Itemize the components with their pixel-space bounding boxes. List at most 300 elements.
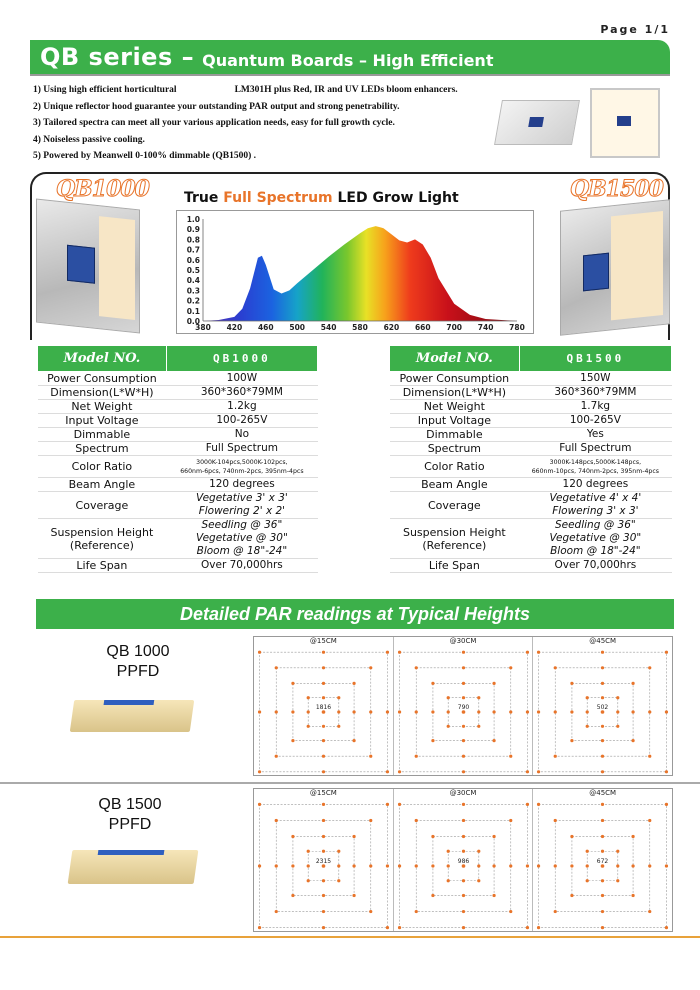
- spec-row: [38, 492, 318, 519]
- measurement-point: [601, 926, 604, 929]
- measurement-point: [601, 835, 604, 838]
- measurement-point: [632, 710, 635, 713]
- spec-label: Suspension Height (Reference): [390, 519, 520, 559]
- measurement-point: [307, 696, 310, 699]
- measurement-point: [665, 803, 668, 806]
- measurement-point: [492, 739, 495, 742]
- measurement-point: [291, 894, 294, 897]
- spectrum-chart: [176, 210, 534, 334]
- measurement-point: [446, 710, 449, 713]
- spec-label: Input Voltage: [390, 414, 520, 428]
- measurement-point: [291, 710, 294, 713]
- spec-label: Net Weight: [38, 400, 167, 414]
- spec-value: 100-265V: [519, 414, 671, 428]
- feature-list: [33, 82, 503, 165]
- measurement-point: [462, 835, 465, 838]
- spec-row: [38, 559, 318, 573]
- lamp-photo-qb1000: [36, 199, 140, 334]
- measurement-point: [337, 864, 340, 867]
- spec-row: [38, 442, 318, 456]
- measurement-point: [492, 710, 495, 713]
- measurement-point: [537, 926, 540, 929]
- measurement-point: [462, 910, 465, 913]
- measurement-point: [601, 725, 604, 728]
- measurement-point: [462, 803, 465, 806]
- measurement-point: [446, 850, 449, 853]
- measurement-point: [665, 651, 668, 654]
- measurement-point: [307, 725, 310, 728]
- measurement-point: [386, 770, 389, 773]
- chart-title: True Full Spectrum LED Grow Light: [184, 190, 459, 206]
- spec-value: 150W: [519, 372, 671, 386]
- measurement-point: [537, 651, 540, 654]
- measurement-point: [554, 710, 557, 713]
- spec-row: [38, 372, 318, 386]
- measurement-point: [337, 850, 340, 853]
- spec-value: 360*360*79MM: [166, 386, 317, 400]
- measurement-point: [601, 850, 604, 853]
- spec-row: [390, 442, 672, 456]
- y-tick-label: 0.9: [186, 225, 200, 235]
- measurement-point: [462, 926, 465, 929]
- spec-value: Vegetative 3' x 3' Flowering 2' x 2': [166, 492, 317, 519]
- measurement-point: [617, 879, 620, 882]
- spec-label: Color Ratio: [38, 456, 167, 478]
- measurement-point: [649, 864, 652, 867]
- par-panel: @45CM 502: [533, 637, 672, 775]
- measurement-point: [337, 710, 340, 713]
- measurement-point: [352, 894, 355, 897]
- measurement-point: [398, 803, 401, 806]
- measurement-point: [322, 651, 325, 654]
- measurement-point: [258, 926, 261, 929]
- model-label-header: Model NO.: [38, 346, 167, 372]
- measurement-point: [477, 696, 480, 699]
- spec-value: 1.2kg: [166, 400, 317, 414]
- spec-value: Full Spectrum: [166, 442, 317, 456]
- measurement-point: [554, 910, 557, 913]
- measurement-point: [337, 696, 340, 699]
- par-grid-qb1500: [253, 788, 673, 932]
- measurement-point: [665, 710, 668, 713]
- spec-row: [38, 519, 318, 559]
- spec-table-qb1000: [37, 345, 318, 573]
- measurement-point: [649, 819, 652, 822]
- center-ppfd-value: 502: [597, 704, 609, 711]
- spec-table-qb1500: [389, 345, 672, 573]
- measurement-point: [492, 835, 495, 838]
- spec-row: [38, 414, 318, 428]
- measurement-point: [322, 850, 325, 853]
- measurement-point: [386, 803, 389, 806]
- measurement-point: [446, 696, 449, 699]
- measurement-point: [462, 755, 465, 758]
- measurement-point: [462, 850, 465, 853]
- spec-label: Dimension(L*W*H): [38, 386, 167, 400]
- measurement-point: [446, 879, 449, 882]
- spec-row: [390, 519, 672, 559]
- x-tick-label: 660: [414, 323, 431, 332]
- measurement-point: [665, 864, 668, 867]
- spec-value: 100W: [166, 372, 317, 386]
- measurement-point: [601, 879, 604, 882]
- spec-row: [390, 428, 672, 442]
- y-tick-label: 0.2: [186, 296, 200, 306]
- measurement-point: [586, 850, 589, 853]
- measurement-point: [414, 755, 417, 758]
- spec-row: [38, 428, 318, 442]
- x-tick-label: 420: [226, 323, 243, 332]
- measurement-point: [601, 894, 604, 897]
- model-tag-qb1000: QB1000: [56, 176, 149, 202]
- center-ppfd-value: 2315: [315, 858, 332, 865]
- measurement-point: [322, 803, 325, 806]
- measurement-point: [509, 666, 512, 669]
- spec-value: No: [166, 428, 317, 442]
- feature-item: 1) Using high efficient horticultural LM301H plus Red, IR and UV LEDs bloom enhancers.: [33, 85, 458, 95]
- spec-row: [390, 492, 672, 519]
- center-ppfd-value: 790: [457, 704, 469, 711]
- x-tick-label: 700: [446, 323, 463, 332]
- measurement-point: [322, 819, 325, 822]
- measurement-point: [601, 755, 604, 758]
- measurement-point: [307, 850, 310, 853]
- x-tick-label: 500: [289, 323, 306, 332]
- spec-label: Suspension Height (Reference): [38, 519, 167, 559]
- spec-row: [390, 456, 672, 478]
- measurement-point: [617, 710, 620, 713]
- spec-label: Spectrum: [38, 442, 167, 456]
- ppfd-label-qb1000: QB 1000 PPFD: [106, 643, 170, 680]
- measurement-point: [369, 864, 372, 867]
- measurement-point: [322, 755, 325, 758]
- measurement-point: [322, 926, 325, 929]
- y-tick-label: 0.7: [186, 245, 200, 255]
- measurement-point: [431, 739, 434, 742]
- measurement-point: [649, 755, 652, 758]
- measurement-point: [307, 879, 310, 882]
- measurement-point: [632, 835, 635, 838]
- measurement-point: [462, 819, 465, 822]
- par-panel: @15CM 2315: [254, 789, 394, 931]
- measurement-point: [446, 725, 449, 728]
- ppfd-lamp-qb1000: [70, 700, 194, 732]
- measurement-point: [586, 725, 589, 728]
- measurement-point: [617, 864, 620, 867]
- measurement-point: [462, 666, 465, 669]
- measurement-point: [369, 910, 372, 913]
- center-ppfd-value: 672: [597, 858, 609, 865]
- measurement-point: [632, 682, 635, 685]
- measurement-point: [322, 835, 325, 838]
- measurement-point: [386, 710, 389, 713]
- measurement-point: [586, 710, 589, 713]
- measurement-point: [275, 864, 278, 867]
- spec-value: 360*360*79MM: [519, 386, 671, 400]
- measurement-point: [258, 710, 261, 713]
- spec-label: Coverage: [38, 492, 167, 519]
- measurement-point: [258, 803, 261, 806]
- measurement-point: [509, 710, 512, 713]
- par-panel: @15CM 1816: [254, 637, 394, 775]
- spec-value: Yes: [519, 428, 671, 442]
- measurement-point: [398, 710, 401, 713]
- measurement-point: [571, 835, 574, 838]
- measurement-point: [509, 755, 512, 758]
- measurement-point: [291, 739, 294, 742]
- measurement-point: [275, 710, 278, 713]
- center-ppfd-value: 986: [457, 858, 469, 865]
- measurement-point: [509, 864, 512, 867]
- model-number-header: QB1500: [519, 346, 671, 372]
- measurement-point: [386, 864, 389, 867]
- spec-label: Color Ratio: [390, 456, 520, 478]
- measurement-point: [617, 850, 620, 853]
- spec-label: Life Span: [390, 559, 520, 573]
- measurement-point: [586, 879, 589, 882]
- measurement-point: [414, 710, 417, 713]
- measurement-point: [369, 666, 372, 669]
- x-tick-label: 580: [352, 323, 368, 332]
- spectrum-series-area: [203, 226, 517, 321]
- measurement-point: [601, 682, 604, 685]
- spec-row: [390, 400, 672, 414]
- measurement-point: [337, 879, 340, 882]
- measurement-point: [601, 910, 604, 913]
- measurement-point: [492, 864, 495, 867]
- measurement-point: [477, 864, 480, 867]
- measurement-point: [322, 739, 325, 742]
- y-tick-label: 0.0: [186, 317, 200, 326]
- measurement-point: [554, 819, 557, 822]
- par-grid-qb1000: [253, 636, 673, 776]
- par-panel: @45CM 672: [533, 789, 672, 931]
- y-tick-label: 0.6: [186, 255, 200, 265]
- measurement-point: [431, 710, 434, 713]
- model-label-header: Model NO.: [390, 346, 520, 372]
- measurement-point: [462, 651, 465, 654]
- feature-item: 3) Tailored spectra can meet all your various application needs, easy for full growth cycle.: [33, 118, 395, 129]
- measurement-point: [307, 710, 310, 713]
- x-tick-label: 740: [477, 323, 494, 332]
- spec-label: Coverage: [390, 492, 520, 519]
- measurement-point: [352, 864, 355, 867]
- spec-value: Over 70,000hrs: [519, 559, 671, 573]
- spec-row: [390, 478, 672, 492]
- spec-label: Dimmable: [38, 428, 167, 442]
- measurement-point: [492, 894, 495, 897]
- par-map: [394, 645, 533, 775]
- measurement-point: [492, 682, 495, 685]
- measurement-point: [322, 682, 325, 685]
- measurement-point: [601, 770, 604, 773]
- spec-value: Seedling @ 36" Vegetative @ 30" Bloom @ 18"-24": [519, 519, 671, 559]
- feature-item: 5) Powered by Meanwell 0-100% dimmable (QB1500) .: [33, 151, 257, 162]
- measurement-point: [477, 725, 480, 728]
- product-photo-front: [590, 88, 660, 158]
- measurement-point: [398, 770, 401, 773]
- measurement-point: [275, 755, 278, 758]
- x-tick-label: 620: [383, 323, 400, 332]
- spec-value: Over 70,000hrs: [166, 559, 317, 573]
- y-tick-label: 1.0: [186, 215, 200, 224]
- spec-row: [390, 559, 672, 573]
- measurement-point: [586, 696, 589, 699]
- measurement-point: [291, 835, 294, 838]
- measurement-point: [414, 864, 417, 867]
- measurement-point: [352, 710, 355, 713]
- measurement-point: [462, 894, 465, 897]
- y-tick-label: 0.1: [186, 306, 200, 316]
- measurement-point: [258, 864, 261, 867]
- measurement-point: [322, 910, 325, 913]
- measurement-point: [431, 894, 434, 897]
- measurement-point: [258, 770, 261, 773]
- measurement-point: [275, 910, 278, 913]
- measurement-point: [258, 651, 261, 654]
- y-tick-label: 0.5: [186, 266, 200, 275]
- x-tick-label: 780: [509, 323, 525, 332]
- measurement-point: [537, 770, 540, 773]
- spec-row: [390, 386, 672, 400]
- measurement-point: [554, 666, 557, 669]
- measurement-point: [537, 803, 540, 806]
- x-tick-label: 380: [195, 323, 211, 332]
- measurement-point: [601, 819, 604, 822]
- spec-label: Life Span: [38, 559, 167, 573]
- measurement-point: [307, 864, 310, 867]
- measurement-point: [649, 710, 652, 713]
- measurement-point: [322, 696, 325, 699]
- par-map: [254, 645, 393, 775]
- measurement-point: [617, 725, 620, 728]
- measurement-point: [291, 682, 294, 685]
- lamp-photo-qb1500: [560, 199, 670, 336]
- spec-label: Dimmable: [390, 428, 520, 442]
- measurement-point: [571, 739, 574, 742]
- spec-value: 1.7kg: [519, 400, 671, 414]
- model-number-header: QB1000: [166, 346, 317, 372]
- measurement-point: [509, 910, 512, 913]
- measurement-point: [352, 739, 355, 742]
- measurement-point: [369, 755, 372, 758]
- measurement-point: [431, 864, 434, 867]
- measurement-point: [462, 725, 465, 728]
- measurement-point: [477, 879, 480, 882]
- measurement-point: [398, 926, 401, 929]
- spec-label: Beam Angle: [38, 478, 167, 492]
- measurement-point: [431, 835, 434, 838]
- title-bar: [30, 40, 670, 74]
- spec-label: Power Consumption: [390, 372, 520, 386]
- spec-value: 100-265V: [166, 414, 317, 428]
- spec-row: [38, 478, 318, 492]
- measurement-point: [462, 770, 465, 773]
- y-tick-label: 0.4: [186, 276, 200, 286]
- measurement-point: [617, 696, 620, 699]
- par-map: [533, 797, 672, 931]
- spec-row: [38, 386, 318, 400]
- measurement-point: [462, 739, 465, 742]
- spec-label: Beam Angle: [390, 478, 520, 492]
- page-subtitle: Quantum Boards – High Efficient: [202, 50, 494, 70]
- measurement-point: [322, 770, 325, 773]
- measurement-point: [477, 710, 480, 713]
- measurement-point: [632, 894, 635, 897]
- spec-value: 120 degrees: [166, 478, 317, 492]
- measurement-point: [398, 651, 401, 654]
- measurement-point: [601, 651, 604, 654]
- measurement-point: [509, 819, 512, 822]
- spec-value: Seedling @ 36" Vegetative @ 30" Bloom @ 18"-24": [166, 519, 317, 559]
- measurement-point: [537, 710, 540, 713]
- measurement-point: [322, 666, 325, 669]
- measurement-point: [601, 666, 604, 669]
- spec-label: Input Voltage: [38, 414, 167, 428]
- spec-row: [38, 456, 318, 478]
- measurement-point: [322, 725, 325, 728]
- measurement-point: [386, 926, 389, 929]
- measurement-point: [477, 850, 480, 853]
- spec-row: [390, 414, 672, 428]
- measurement-point: [446, 864, 449, 867]
- par-map: [254, 797, 393, 931]
- measurement-point: [632, 739, 635, 742]
- spec-value: 120 degrees: [519, 478, 671, 492]
- y-tick-label: 0.8: [186, 235, 200, 245]
- measurement-point: [526, 926, 529, 929]
- center-ppfd-value: 1816: [315, 704, 332, 711]
- measurement-point: [649, 910, 652, 913]
- measurement-point: [526, 710, 529, 713]
- x-tick-label: 460: [257, 323, 274, 332]
- par-panel: @30CM 986: [394, 789, 534, 931]
- measurement-point: [571, 864, 574, 867]
- ppfd-lamp-qb1500: [68, 850, 199, 884]
- par-map: [533, 645, 672, 775]
- measurement-point: [369, 819, 372, 822]
- spec-value: 3000K-104pcs,5000K-102pcs, 660nm-6pcs, 740nm-2pcs, 395nm-4pcs: [166, 456, 317, 478]
- spectrum-chart-svg: [177, 211, 533, 333]
- par-map: [394, 797, 533, 931]
- spec-row: [390, 372, 672, 386]
- measurement-point: [571, 894, 574, 897]
- measurement-point: [322, 879, 325, 882]
- measurement-point: [571, 710, 574, 713]
- measurement-point: [554, 755, 557, 758]
- measurement-point: [352, 682, 355, 685]
- spec-value: Full Spectrum: [519, 442, 671, 456]
- measurement-point: [275, 819, 278, 822]
- measurement-point: [431, 682, 434, 685]
- spec-label: Net Weight: [390, 400, 520, 414]
- ppfd-label-qb1500: QB 1500 PPFD: [98, 796, 162, 833]
- feature-item: 4) Noiseless passive cooling.: [33, 134, 145, 145]
- page-number: Page 1/1: [600, 23, 670, 36]
- measurement-point: [337, 725, 340, 728]
- product-photo-side: [494, 100, 580, 145]
- measurement-point: [398, 864, 401, 867]
- measurement-point: [526, 803, 529, 806]
- spec-label: Spectrum: [390, 442, 520, 456]
- page-title: QB series –: [40, 43, 195, 71]
- measurement-point: [386, 651, 389, 654]
- measurement-point: [526, 864, 529, 867]
- measurement-point: [462, 682, 465, 685]
- measurement-point: [414, 666, 417, 669]
- measurement-point: [601, 739, 604, 742]
- measurement-point: [462, 879, 465, 882]
